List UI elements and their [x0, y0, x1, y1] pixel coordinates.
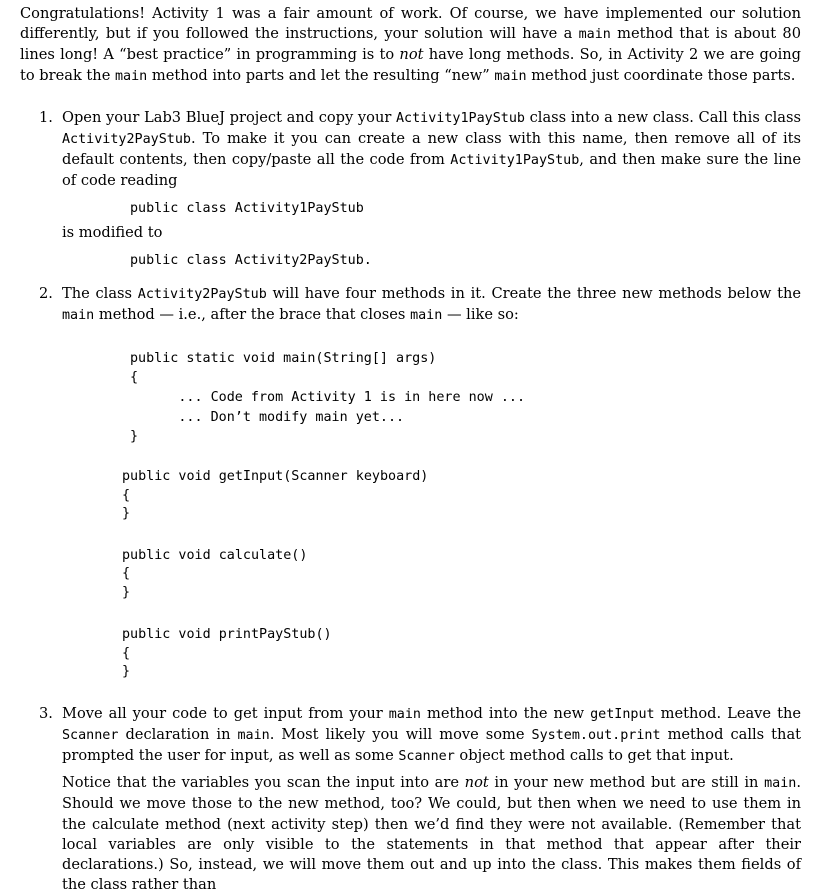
- inline-code: Activity2PayStub: [137, 287, 267, 303]
- inline-code: main: [410, 308, 443, 324]
- list-item-step-2: [20, 284, 801, 681]
- inline-code: Activity1PayStub: [450, 153, 580, 169]
- step-text-segment: Notice that the variables you scan the input into are: [62, 774, 465, 792]
- inline-code: getInput: [590, 706, 655, 722]
- intro-text: method into parts and let the resulting “new”: [147, 66, 495, 84]
- inline-code: Scanner: [398, 749, 455, 765]
- code-line: }: [122, 584, 131, 600]
- list-item-step-1: [20, 108, 801, 270]
- step-text: is modified to: [62, 224, 163, 242]
- code-line: }: [130, 429, 139, 445]
- code-line: {: [122, 566, 131, 582]
- code-block-printpaystub: [122, 626, 801, 682]
- code-line: public class Activity1PayStub: [130, 200, 364, 216]
- step-text: [62, 773, 801, 895]
- code-line: {: [122, 645, 131, 661]
- document-page: [20, 4, 801, 895]
- inline-code: Activity1PayStub: [395, 110, 525, 126]
- code-block-main: [130, 349, 801, 448]
- code-line: {: [122, 487, 131, 503]
- inline-code: main: [388, 706, 421, 722]
- emphasis: not: [464, 774, 489, 792]
- step-text-segment: method calls that prompted the user for input, as well as some: [62, 725, 802, 765]
- step-text-segment: method. Leave the: [654, 704, 801, 722]
- code-line: }: [122, 506, 131, 522]
- step-text: [62, 704, 801, 768]
- step-text-segment: will have four methods in it. Create the three new methods below the: [266, 285, 801, 303]
- code-line: public void printPayStub(): [122, 627, 332, 643]
- step-text-segment: declaration in: [118, 725, 238, 743]
- inline-code: main: [237, 727, 270, 743]
- intro-text: method that is about 80 lines long! A “best practice” in programming is to: [20, 25, 801, 64]
- code-line: public void calculate(): [122, 547, 308, 563]
- code-line: public void getInput(Scanner keyboard): [122, 469, 429, 485]
- code-line: public class Activity2PayStub.: [130, 252, 372, 268]
- inline-code: Scanner: [62, 727, 119, 743]
- intro-text: have long methods. So, in Activity 2 we are going to break the: [20, 46, 801, 84]
- list-number: 3.: [39, 704, 53, 722]
- inline-code: System.out.print: [531, 727, 661, 743]
- step-text-segment: class into a new class. Call this class: [524, 108, 801, 126]
- step-text-segment: Move all your code to get input from your: [62, 704, 389, 722]
- inline-code: main: [114, 68, 148, 84]
- list-number: 2.: [39, 285, 53, 303]
- step-text-segment: . Should we move those to the new method, too? We could, but then when we need to use them in the calculate method (next activity step) then we’d find they were not available. (Remember that local variables are only visible to the statements in that method that appear after their declarations.) So, instead, we will move them out and up into the class. This makes them fields of the class rather than: [62, 774, 801, 894]
- step-text-segment: in your new method but are still in: [488, 774, 765, 792]
- code-line: public static void main(String[] args): [130, 350, 437, 366]
- list-item-step-3: [20, 704, 801, 895]
- step-text: [62, 284, 801, 326]
- intro-text: Congratulations! Activity 1 was a fair amount of work. Of course, we have implemented our solution differently, but if you followed the instructions, your solution will have a: [20, 5, 801, 43]
- inline-code: Activity2PayStub: [62, 132, 191, 148]
- inline-code: main: [578, 27, 611, 43]
- intro-text: method just coordinate those parts.: [526, 66, 796, 84]
- step-text-segment: The class: [62, 285, 138, 303]
- step-text-segment: method into the new: [421, 704, 591, 722]
- inline-code: main: [764, 776, 797, 792]
- inline-code: main: [62, 308, 95, 324]
- step-text-segment: . To make it you can create a new class with this name, then remove all of its default contents, then copy/paste all the code from: [62, 130, 801, 169]
- code-line: ... Don’t modify main yet...: [130, 409, 405, 425]
- code-line: }: [122, 664, 131, 680]
- code-block-getinput: [122, 468, 801, 524]
- step-text-segment: method — i.e., after the brace that closes: [94, 306, 411, 324]
- emphasis: not: [399, 46, 424, 64]
- code-line: ... Code from Activity 1 is in here now ...: [130, 390, 526, 406]
- intro-paragraph: [20, 4, 801, 87]
- step-text-segment: . Most likely you will move some: [269, 725, 532, 743]
- step-text-segment: Open your Lab3 BlueJ project and copy your: [62, 108, 396, 126]
- code-block-calculate: [122, 547, 801, 603]
- code-line: {: [130, 370, 139, 386]
- step-text-segment: — like so:: [442, 306, 519, 324]
- inline-code: main: [494, 68, 527, 84]
- step-text-segment: , and then make sure the line of code reading: [62, 151, 801, 190]
- list-number: 1.: [39, 108, 53, 126]
- step-text-segment: object method calls to get that input.: [454, 747, 734, 765]
- step-text: [62, 108, 801, 192]
